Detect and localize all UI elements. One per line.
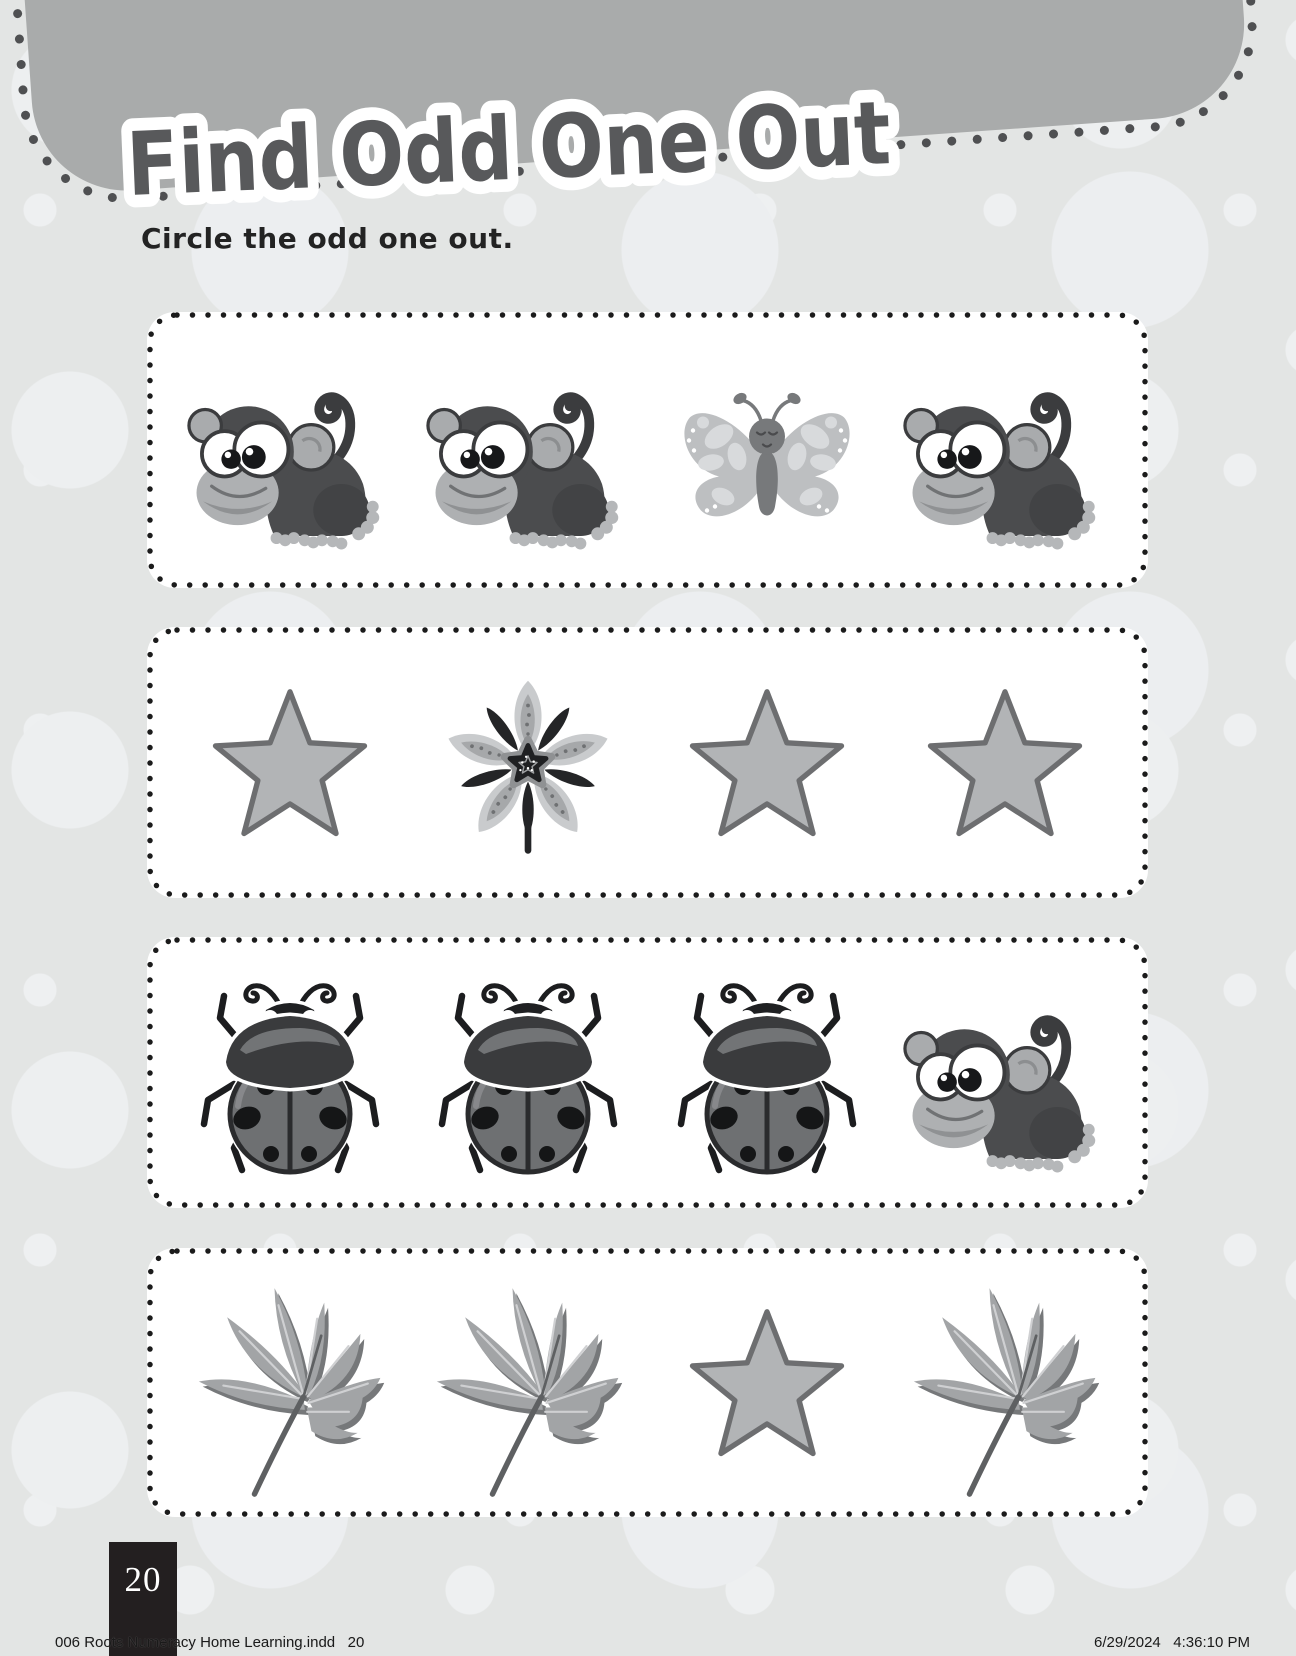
leaf-icon xyxy=(181,1274,399,1492)
footer-filename: 006 Roots Numeracy Home Learning.indd 20 xyxy=(55,1634,365,1651)
question-row-3 xyxy=(147,937,1148,1208)
item-flower[interactable] xyxy=(416,627,641,898)
item-star[interactable] xyxy=(893,627,1118,898)
item-leaf[interactable] xyxy=(177,1248,402,1517)
item-monkey[interactable] xyxy=(177,312,402,588)
monkey-icon xyxy=(893,973,1118,1173)
instruction-text: Circle the odd one out. xyxy=(141,222,514,255)
item-monkey[interactable] xyxy=(893,312,1118,588)
star-icon xyxy=(678,674,856,852)
page-title: Find Odd One Out xyxy=(124,83,893,217)
monkey-icon xyxy=(416,350,641,550)
monkey-icon xyxy=(893,350,1118,550)
item-ladybug[interactable] xyxy=(654,937,879,1208)
ladybug-icon xyxy=(190,959,390,1187)
question-row-1 xyxy=(147,312,1148,588)
page-number: 20 xyxy=(124,1560,162,1599)
butterfly-icon xyxy=(667,353,867,548)
item-leaf[interactable] xyxy=(893,1248,1118,1517)
item-monkey[interactable] xyxy=(893,937,1118,1208)
item-ladybug[interactable] xyxy=(416,937,641,1208)
row-items xyxy=(147,937,1148,1208)
row-items xyxy=(147,312,1148,588)
leaf-icon xyxy=(419,1274,637,1492)
star-icon xyxy=(916,674,1094,852)
page-title-art xyxy=(116,80,936,217)
item-star[interactable] xyxy=(654,627,879,898)
item-star[interactable] xyxy=(177,627,402,898)
item-leaf[interactable] xyxy=(416,1248,641,1517)
star-icon xyxy=(678,1294,856,1472)
item-monkey[interactable] xyxy=(416,312,641,588)
question-row-4 xyxy=(147,1248,1148,1517)
row-items xyxy=(147,627,1148,898)
item-butterfly[interactable] xyxy=(654,312,879,588)
item-ladybug[interactable] xyxy=(177,937,402,1208)
row-items xyxy=(147,1248,1148,1517)
item-star[interactable] xyxy=(654,1248,879,1517)
flower-icon xyxy=(433,665,623,860)
monkey-icon xyxy=(177,350,402,550)
footer-datetime: 6/29/2024 4:36:10 PM xyxy=(1094,1634,1250,1651)
ladybug-icon xyxy=(667,959,867,1187)
star-icon xyxy=(201,674,379,852)
ladybug-icon xyxy=(428,959,628,1187)
question-row-2 xyxy=(147,627,1148,898)
leaf-icon xyxy=(896,1274,1114,1492)
